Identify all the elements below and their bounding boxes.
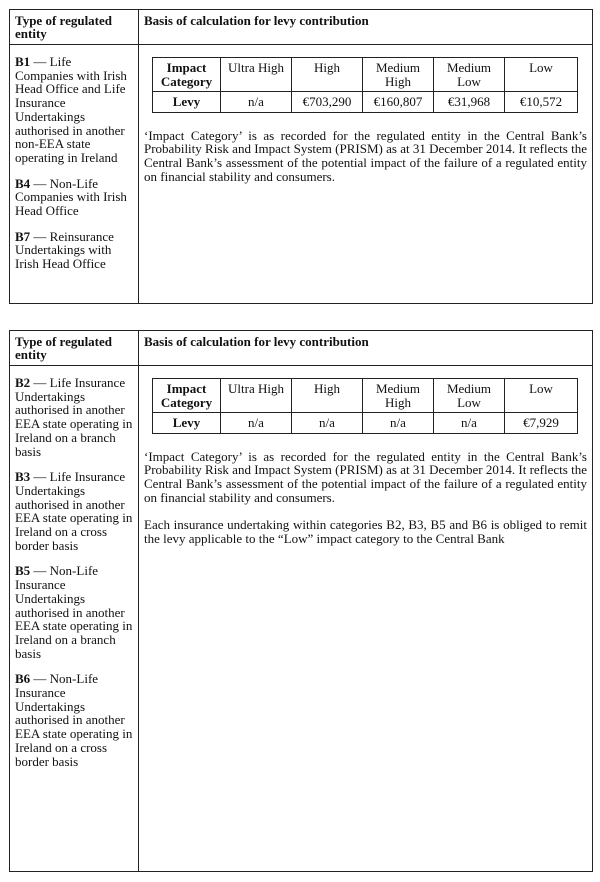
header-basis: Basis of calculation for levy contribution [139, 331, 593, 366]
levy-value: n/a [221, 413, 292, 434]
entity-item [15, 672, 133, 768]
entity-item [15, 55, 133, 165]
body-row [10, 366, 593, 872]
basis-cell [139, 45, 593, 304]
levy-row [153, 413, 578, 434]
category-row [153, 379, 578, 413]
levy-value: n/a [292, 413, 363, 434]
category-cell: Low [505, 379, 578, 413]
entity-text: — Life Insurance Undertakings authorised in another EEA state operating in Ireland on a cross border basis [15, 469, 133, 553]
category-cell: Medium High [363, 379, 434, 413]
category-cell: Ultra High [221, 379, 292, 413]
levy-row [153, 92, 578, 113]
impact-category-label: Impact Category [153, 379, 221, 413]
entity-text: — Non-Life Insurance Undertakings authorised in another EEA state operating in Ireland on a branch basis [15, 563, 133, 661]
levy-label: Levy [153, 413, 221, 434]
levy-value: €160,807 [363, 92, 434, 113]
body-row [10, 45, 593, 304]
entity-text: — Non-Life Insurance Undertakings authorised in another EEA state operating in Ireland on a cross border basis [15, 671, 133, 769]
impact-category-note: ‘Impact Category’ is as recorded for the regulated entity in the Central Bank’s Probability Risk and Impact System (PRISM) as at 31 December 2014. It reflects the Central Bank’s assessment of the potential impact of the failure of a regulated entity on financial stability and consumers. [144, 448, 587, 505]
entity-code: B6 [15, 671, 31, 687]
entity-item [15, 230, 133, 271]
levy-value: €7,929 [505, 413, 578, 434]
entity-item [15, 177, 133, 218]
category-cell: Low [505, 58, 578, 92]
levy-value: €703,290 [292, 92, 363, 113]
entity-item [15, 376, 133, 458]
entity-code: B1 [15, 54, 31, 69]
low-category-note: Each insurance undertaking within categories B2, B3, B5 and B6 is obliged to remit the levy applicable to the “Low” impact category to the Central Bank [144, 517, 587, 547]
levy-value: €10,572 [505, 92, 578, 113]
category-cell: High [292, 58, 363, 92]
impact-category-table [152, 57, 578, 113]
category-cell: Medium Low [434, 58, 505, 92]
category-row [153, 58, 578, 92]
impact-category-table [152, 378, 578, 434]
impact-category-note: ‘Impact Category’ is as recorded for the regulated entity in the Central Bank’s Probability Risk and Impact System (PRISM) as at 31 December 2014. It reflects the Central Bank’s assessment of the potential impact of the failure of a regulated entity on financial stability and consumers. [144, 127, 587, 184]
entity-code: B5 [15, 563, 31, 579]
header-row [10, 331, 593, 366]
category-cell: Medium High [363, 58, 434, 92]
entity-text: — Reinsurance Undertakings with Irish Head Office [15, 228, 114, 272]
levy-value: n/a [434, 413, 505, 434]
entity-code: B7 [15, 228, 31, 244]
levy-table-1 [9, 9, 593, 304]
header-row [10, 10, 593, 45]
entity-code: B3 [15, 469, 31, 485]
levy-value: n/a [221, 92, 292, 113]
impact-category-label: Impact Category [153, 58, 221, 92]
entity-code: B4 [15, 175, 31, 191]
header-entity-type: Type of regulated entity [10, 10, 139, 45]
entity-text: — Non-Life Companies with Irish Head Office [15, 175, 127, 219]
header-basis: Basis of calculation for levy contribution [139, 10, 593, 45]
entity-item [15, 470, 133, 552]
entity-item [15, 564, 133, 660]
category-cell: High [292, 379, 363, 413]
levy-value: n/a [363, 413, 434, 434]
levy-label: Levy [153, 92, 221, 113]
entity-cell [10, 45, 139, 304]
entity-text: — Life Insurance Undertakings authorised in another EEA state operating in Ireland on a branch basis [15, 375, 133, 459]
levy-table-2 [9, 330, 593, 872]
category-cell: Ultra High [221, 58, 292, 92]
levy-value: €31,968 [434, 92, 505, 113]
entity-code: B2 [15, 375, 31, 390]
header-entity-type: Type of regulated entity [10, 331, 139, 366]
entity-cell [10, 366, 139, 872]
basis-cell [139, 366, 593, 872]
category-cell: Medium Low [434, 379, 505, 413]
entity-text: — Life Companies with Irish Head Office and Life Insurance Undertakings authorised in another non-EEA state operating in Ireland [15, 54, 127, 165]
